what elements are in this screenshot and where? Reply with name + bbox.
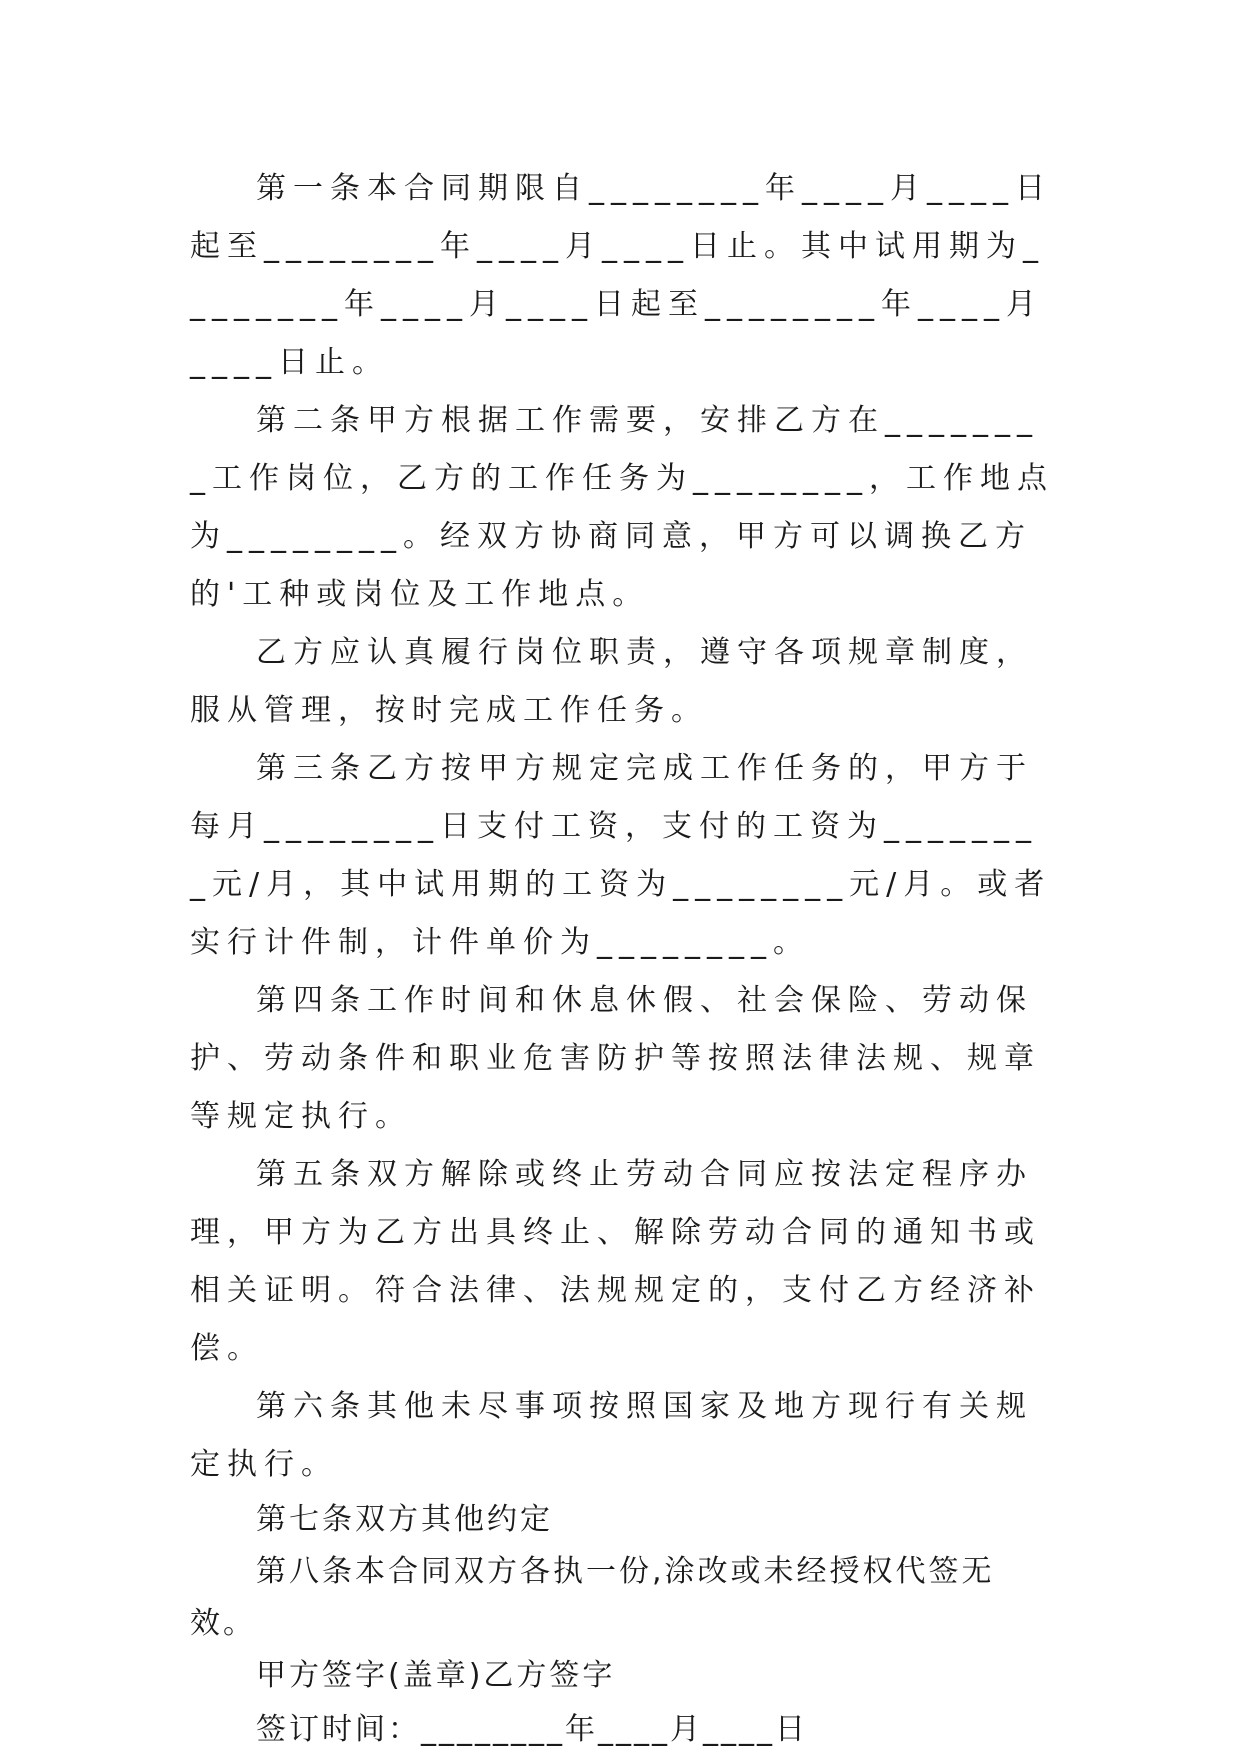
- article-7-agreements: 第七条双方其他约定: [256, 1502, 553, 1537]
- article-6-other-matters: 第六条其他未尽事项按照国家及地方现行有关规定执行。: [190, 1389, 1033, 1482]
- signing-date: 签订时间：________年____月____日: [256, 1712, 808, 1747]
- article-2-position: 第二条甲方根据工作需要，安排乙方在________工作岗位，乙方的工作任务为________，工作地点为________。经双方协商同意，甲方可以调换乙方的'工种或岗位及工作地点。: [190, 403, 1054, 612]
- article-3-wages: 第三条乙方按甲方规定完成工作任务的，甲方于每月________日支付工资，支付的工资为________元/月，其中试用期的工资为________元/月。或者实行计件制，计件单价为________。: [190, 751, 1052, 960]
- contract-page: [190, 160, 1056, 1756]
- article-4-conditions: 第四条工作时间和休息休假、社会保险、劳动保护、劳动条件和职业危害防护等按照法律法规、规章等规定执行。: [190, 983, 1041, 1134]
- signature-line: 甲方签字(盖章)乙方签字: [256, 1658, 616, 1693]
- article-5-termination: 第五条双方解除或终止劳动合同应按法定程序办理，甲方为乙方出具终止、解除劳动合同的通知书或相关证明。符合法律、法规规定的，支付乙方经济补偿。: [190, 1157, 1041, 1366]
- article-1-term: 第一条本合同期限自________年____月____日起至________年____月____日止。其中试用期为________年____月____日起至________年____月____日止。: [190, 171, 1052, 380]
- employee-duties: 乙方应认真履行岗位职责，遵守各项规章制度，服从管理，按时完成工作任务。: [190, 635, 1033, 728]
- article-8-copies: 第八条本合同双方各执一份,涂改或未经授权代签无效。: [190, 1554, 995, 1641]
